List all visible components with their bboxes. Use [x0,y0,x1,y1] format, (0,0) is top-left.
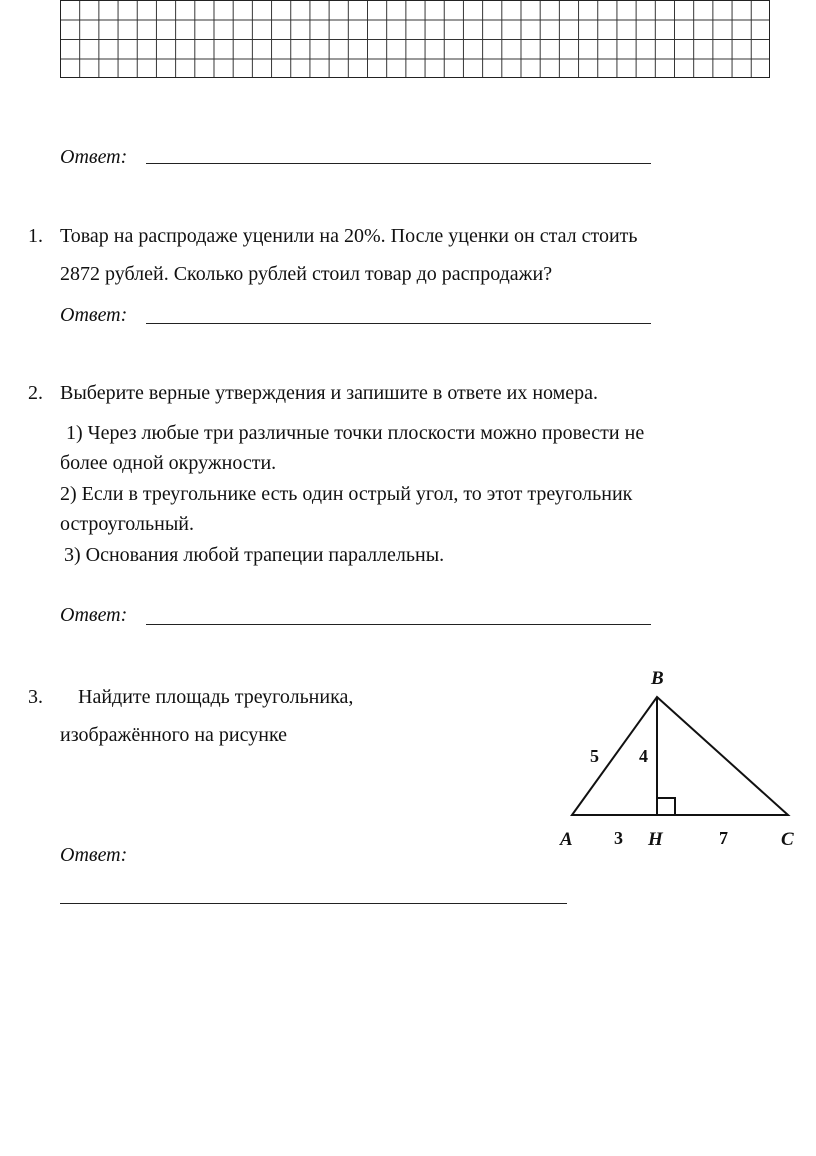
q1-answer-line[interactable] [146,323,651,324]
q3-text-line1: Найдите площадь треугольника, [78,686,354,708]
answer-label: Ответ: [60,146,128,168]
q1-text-line2: 2872 рублей. Сколько рублей стоил товар до распродажи? [60,263,553,285]
side-ab-length: 5 [590,746,599,766]
segment-ah-length: 3 [614,828,623,848]
q2-statement-1-line1: 1) Через любые три различные точки плоскости можно провести не [66,422,645,444]
q2-statement-1-line2: более одной окружности. [60,452,277,474]
q3-answer-line[interactable] [60,903,567,904]
q2-number: 2. [28,382,43,404]
answer-grid [60,0,770,78]
segment-hc-length: 7 [719,828,728,848]
q3-answer-label: Ответ: [60,844,128,866]
q3-text-line2: изображённого на рисунке [60,724,288,746]
q2-statement-2-line1: 2) Если в треугольнике есть один острый угол, то этот треугольник [60,483,633,505]
q2-answer-label: Ответ: [60,604,128,626]
right-angle-mark [657,798,675,815]
q3-number: 3. [28,686,43,708]
vertex-h-label: H [648,829,663,850]
q1-text-line1: Товар на распродаже уценили на 20%. После уценки он стал стоить [60,225,638,247]
q2-answer-line[interactable] [146,624,651,625]
q1-answer-label: Ответ: [60,304,128,326]
triangle-figure [555,665,805,855]
q2-statement-2-line2: остроугольный. [60,513,194,535]
height-bh-length: 4 [639,746,648,766]
vertex-c-label: C [781,829,794,850]
vertex-b-label: B [651,668,664,689]
q1-number: 1. [28,225,43,247]
q2-prompt: Выберите верные утверждения и запишите в ответе их номера. [60,382,599,404]
vertex-a-label: A [560,829,573,850]
q2-statement-3: 3) Основания любой трапеции параллельны. [64,544,445,566]
answer-line[interactable] [146,163,651,164]
triangle-abc [572,697,788,815]
